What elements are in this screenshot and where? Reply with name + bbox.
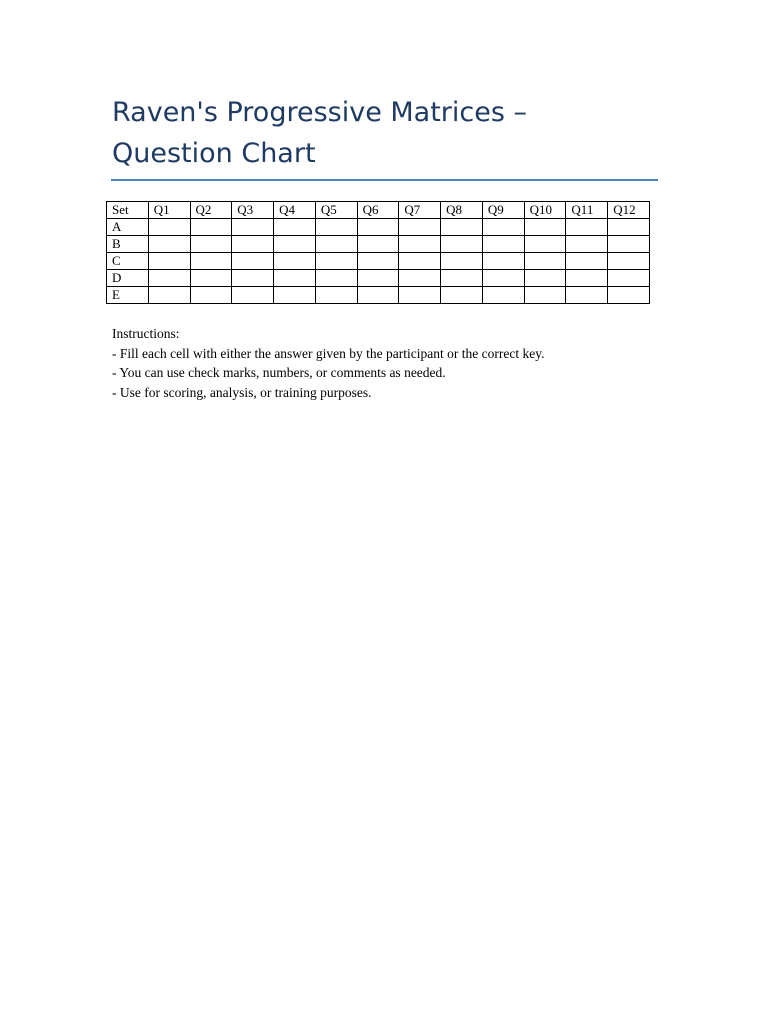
answer-cell[interactable] [441, 253, 483, 270]
answer-cell[interactable] [357, 270, 399, 287]
header-q4: Q4 [274, 202, 316, 219]
answer-cell[interactable] [399, 270, 441, 287]
answer-cell[interactable] [315, 287, 357, 304]
answer-cell[interactable] [190, 253, 232, 270]
answer-cell[interactable] [399, 236, 441, 253]
answer-cell[interactable] [274, 219, 316, 236]
answer-cell[interactable] [441, 236, 483, 253]
answer-cell[interactable] [232, 287, 274, 304]
answer-cell[interactable] [148, 253, 190, 270]
header-q9: Q9 [482, 202, 524, 219]
answer-cell[interactable] [566, 219, 608, 236]
question-chart-table [106, 201, 650, 304]
answer-cell[interactable] [148, 270, 190, 287]
answer-cell[interactable] [399, 287, 441, 304]
answer-cell[interactable] [232, 236, 274, 253]
answer-cell[interactable] [232, 270, 274, 287]
header-q12: Q12 [608, 202, 650, 219]
answer-cell[interactable] [357, 287, 399, 304]
answer-cell[interactable] [524, 219, 566, 236]
answer-cell[interactable] [315, 236, 357, 253]
answer-cell[interactable] [608, 270, 650, 287]
set-label-cell: B [107, 236, 149, 253]
answer-cell[interactable] [232, 219, 274, 236]
answer-cell[interactable] [482, 253, 524, 270]
header-q5: Q5 [315, 202, 357, 219]
answer-cell[interactable] [190, 236, 232, 253]
set-label-cell: A [107, 219, 149, 236]
answer-cell[interactable] [357, 236, 399, 253]
title-underline [111, 179, 658, 181]
answer-cell[interactable] [274, 236, 316, 253]
answer-cell[interactable] [315, 219, 357, 236]
answer-cell[interactable] [190, 219, 232, 236]
answer-cell[interactable] [357, 253, 399, 270]
answer-cell[interactable] [315, 253, 357, 270]
answer-cell[interactable] [524, 270, 566, 287]
set-label-cell: D [107, 270, 149, 287]
answer-cell[interactable] [482, 236, 524, 253]
instructions-block [112, 324, 712, 402]
answer-cell[interactable] [608, 253, 650, 270]
answer-cell[interactable] [399, 253, 441, 270]
answer-cell[interactable] [524, 236, 566, 253]
answer-cell[interactable] [148, 219, 190, 236]
answer-cell[interactable] [482, 219, 524, 236]
answer-cell[interactable] [441, 270, 483, 287]
answer-cell[interactable] [566, 236, 608, 253]
instruction-line: - Use for scoring, analysis, or training purposes. [112, 384, 372, 400]
answer-cell[interactable] [482, 287, 524, 304]
answer-cell[interactable] [524, 253, 566, 270]
answer-cell[interactable] [148, 287, 190, 304]
answer-cell[interactable] [399, 219, 441, 236]
instruction-line: - You can use check marks, numbers, or comments as needed. [112, 365, 446, 380]
answer-cell[interactable] [608, 236, 650, 253]
answer-cell[interactable] [232, 253, 274, 270]
table-row [107, 236, 650, 253]
answer-cell[interactable] [608, 287, 650, 304]
header-q1: Q1 [148, 202, 190, 219]
header-q8: Q8 [441, 202, 483, 219]
header-q11: Q11 [566, 202, 608, 219]
answer-cell[interactable] [441, 287, 483, 304]
header-q3: Q3 [232, 202, 274, 219]
answer-cell[interactable] [315, 270, 357, 287]
answer-cell[interactable] [274, 270, 316, 287]
set-label-cell: C [107, 253, 149, 270]
answer-cell[interactable] [566, 253, 608, 270]
answer-cell[interactable] [274, 253, 316, 270]
answer-cell[interactable] [524, 287, 566, 304]
table-row [107, 287, 650, 304]
answer-cell[interactable] [608, 219, 650, 236]
answer-cell[interactable] [148, 236, 190, 253]
header-q6: Q6 [357, 202, 399, 219]
answer-cell[interactable] [190, 270, 232, 287]
answer-cell[interactable] [190, 287, 232, 304]
set-label-cell: E [107, 287, 149, 304]
header-q2: Q2 [190, 202, 232, 219]
instruction-line: - Fill each cell with either the answer given by the participant or the correct key. [112, 345, 545, 361]
table-row [107, 219, 650, 236]
answer-cell[interactable] [274, 287, 316, 304]
header-q10: Q10 [524, 202, 566, 219]
answer-cell[interactable] [482, 270, 524, 287]
page-title: Raven's Progressive Matrices – Question Chart [112, 97, 528, 169]
header-q7: Q7 [399, 202, 441, 219]
header-set: Set [107, 202, 149, 219]
answer-cell[interactable] [566, 270, 608, 287]
table-row [107, 270, 650, 287]
answer-cell[interactable] [566, 287, 608, 304]
answer-cell[interactable] [441, 219, 483, 236]
table-row [107, 253, 650, 270]
answer-cell[interactable] [357, 219, 399, 236]
table-header-row [107, 202, 650, 219]
instructions-heading: Instructions: [112, 326, 180, 341]
table-body [107, 219, 650, 304]
